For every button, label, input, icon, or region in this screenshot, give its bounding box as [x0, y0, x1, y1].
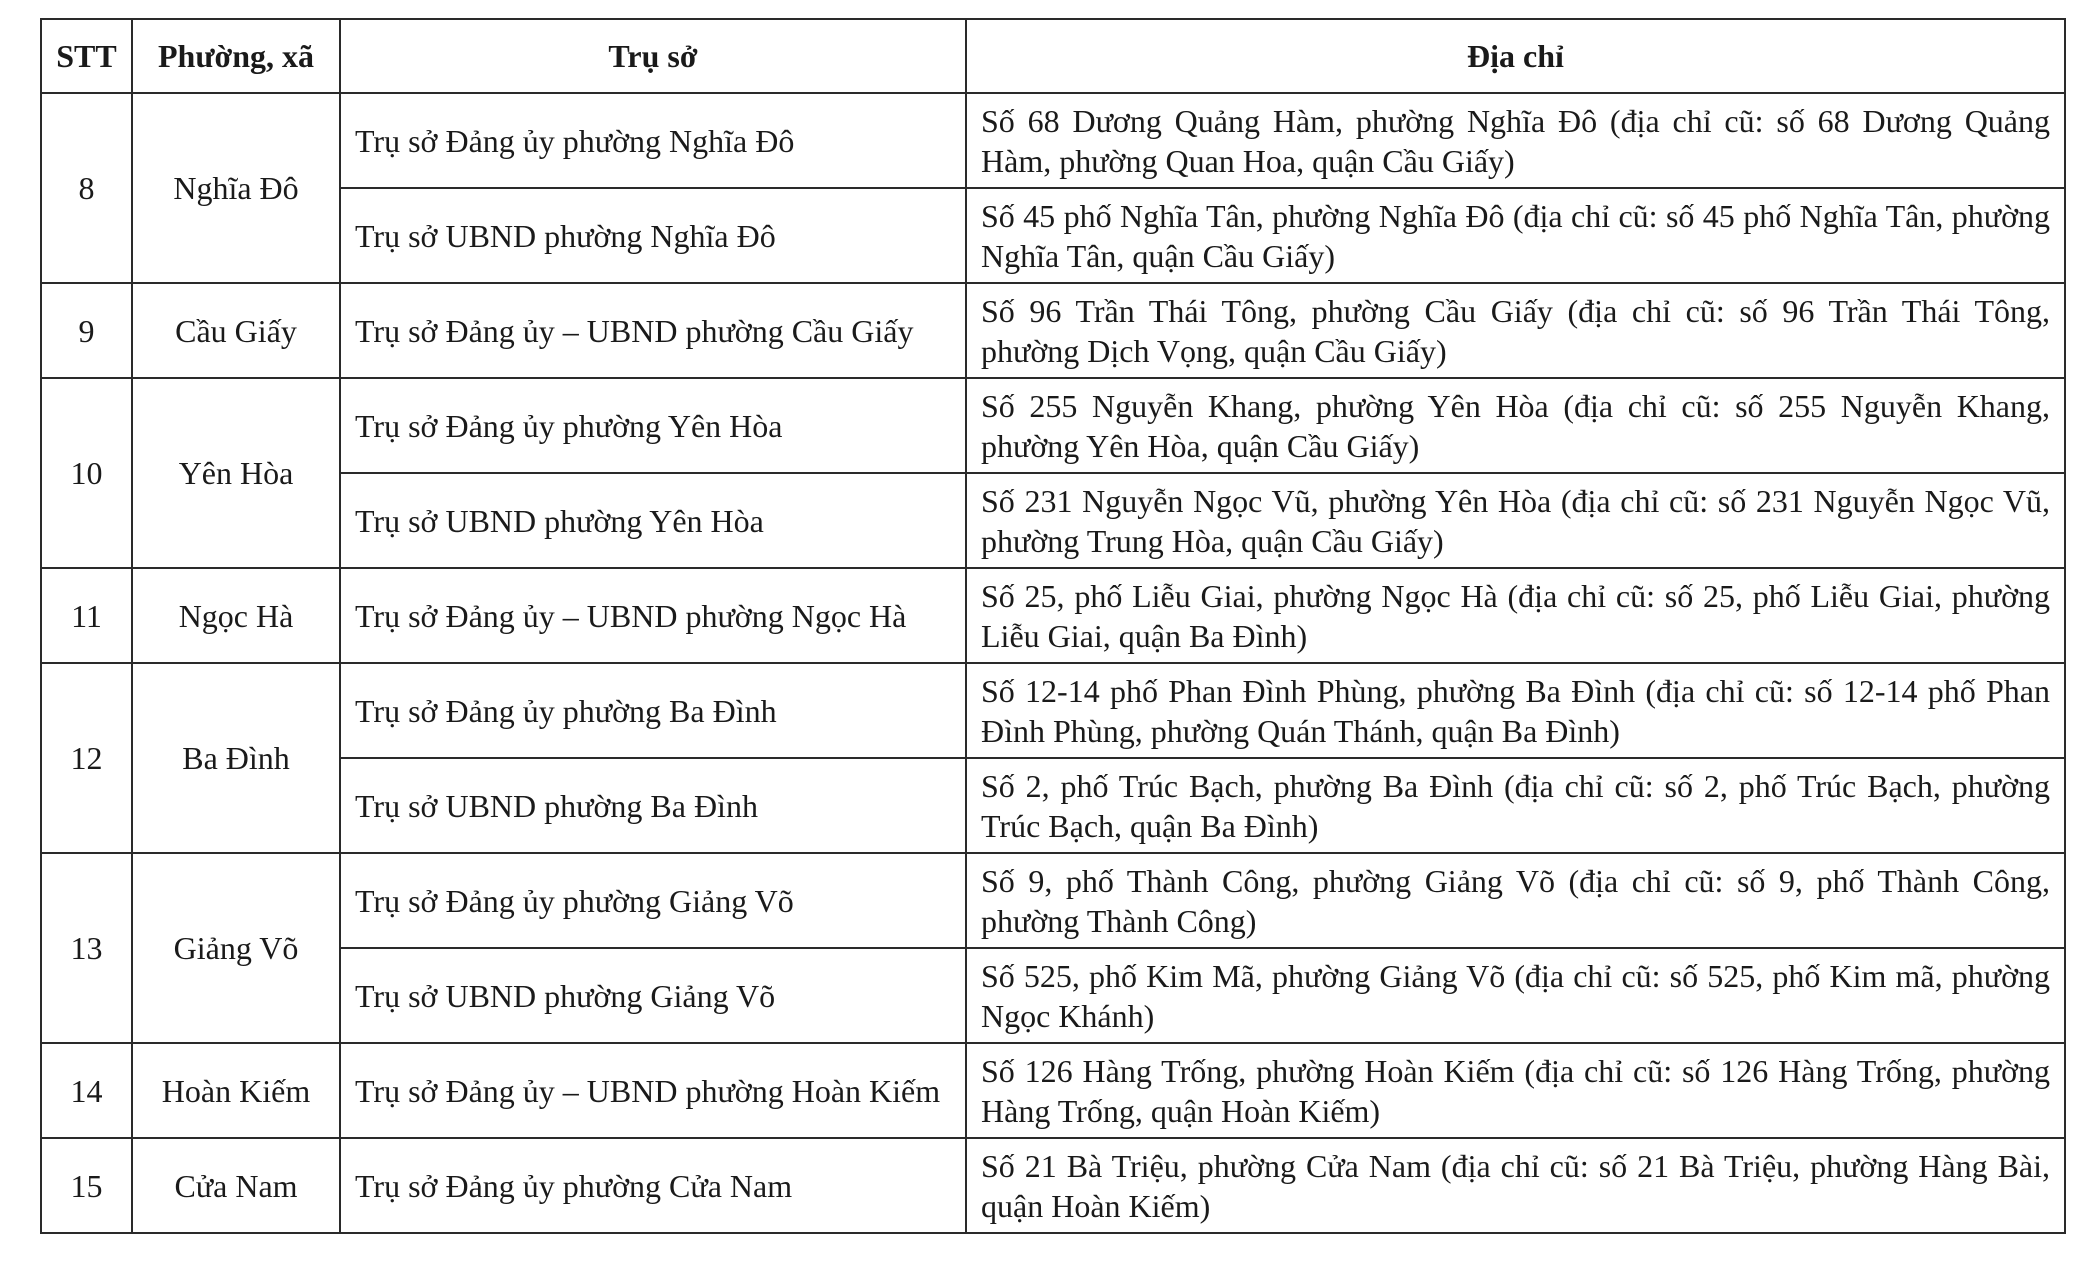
row-address: Số 2, phố Trúc Bạch, phường Ba Đình (địa chỉ cũ: số 2, phố Trúc Bạch, phường Trúc Bạch, quận Ba Đình) [966, 758, 2065, 853]
table-row [41, 93, 2065, 188]
table-row [41, 663, 2065, 758]
table-row [41, 1138, 2065, 1233]
row-stt: 9 [41, 283, 132, 378]
table-header-row [41, 19, 2065, 93]
table-row [41, 758, 2065, 853]
table-row [41, 283, 2065, 378]
row-ward: Nghĩa Đô [132, 93, 340, 283]
row-address: Số 255 Nguyễn Khang, phường Yên Hòa (địa chỉ cũ: số 255 Nguyễn Khang, phường Yên Hòa, quận Cầu Giấy) [966, 378, 2065, 473]
row-office: Trụ sở UBND phường Yên Hòa [340, 473, 966, 568]
row-office: Trụ sở Đảng ủy – UBND phường Hoàn Kiếm [340, 1043, 966, 1138]
row-address: Số 96 Trần Thái Tông, phường Cầu Giấy (địa chỉ cũ: số 96 Trần Thái Tông, phường Dịch Vọng, quận Cầu Giấy) [966, 283, 2065, 378]
row-address: Số 525, phố Kim Mã, phường Giảng Võ (địa chỉ cũ: số 525, phố Kim mã, phường Ngọc Khánh) [966, 948, 2065, 1043]
row-office: Trụ sở Đảng ủy phường Yên Hòa [340, 378, 966, 473]
row-address: Số 12-14 phố Phan Đình Phùng, phường Ba Đình (địa chỉ cũ: số 12-14 phố Phan Đình Phùng, phường Quán Thánh, quận Ba Đình) [966, 663, 2065, 758]
row-office: Trụ sở Đảng ủy – UBND phường Ngọc Hà [340, 568, 966, 663]
row-office: Trụ sở Đảng ủy phường Ba Đình [340, 663, 966, 758]
table-row [41, 568, 2065, 663]
table-row [41, 473, 2065, 568]
row-ward: Yên Hòa [132, 378, 340, 568]
row-stt: 12 [41, 663, 132, 853]
table-row [41, 853, 2065, 948]
row-stt: 10 [41, 378, 132, 568]
row-stt: 8 [41, 93, 132, 283]
row-stt: 15 [41, 1138, 132, 1233]
row-address: Số 21 Bà Triệu, phường Cửa Nam (địa chỉ cũ: số 21 Bà Triệu, phường Hàng Bài, quận Hoàn Kiếm) [966, 1138, 2065, 1233]
row-address: Số 9, phố Thành Công, phường Giảng Võ (địa chỉ cũ: số 9, phố Thành Công, phường Thành Công) [966, 853, 2065, 948]
column-header-stt: STT [41, 19, 132, 93]
ward-office-table [40, 18, 2066, 1234]
row-ward: Giảng Võ [132, 853, 340, 1043]
row-stt: 13 [41, 853, 132, 1043]
row-address: Số 25, phố Liễu Giai, phường Ngọc Hà (địa chỉ cũ: số 25, phố Liễu Giai, phường Liễu Giai, quận Ba Đình) [966, 568, 2065, 663]
row-stt: 11 [41, 568, 132, 663]
row-ward: Ngọc Hà [132, 568, 340, 663]
document-page [40, 18, 2066, 1234]
row-office: Trụ sở Đảng ủy – UBND phường Cầu Giấy [340, 283, 966, 378]
row-ward: Ba Đình [132, 663, 340, 853]
row-address: Số 45 phố Nghĩa Tân, phường Nghĩa Đô (địa chỉ cũ: số 45 phố Nghĩa Tân, phường Nghĩa Tân, quận Cầu Giấy) [966, 188, 2065, 283]
row-office: Trụ sở Đảng ủy phường Nghĩa Đô [340, 93, 966, 188]
table-row [41, 1043, 2065, 1138]
row-address: Số 126 Hàng Trống, phường Hoàn Kiếm (địa chỉ cũ: số 126 Hàng Trống, phường Hàng Trống, quận Hoàn Kiếm) [966, 1043, 2065, 1138]
row-ward: Hoàn Kiếm [132, 1043, 340, 1138]
table-row [41, 378, 2065, 473]
row-ward: Cầu Giấy [132, 283, 340, 378]
row-office: Trụ sở UBND phường Nghĩa Đô [340, 188, 966, 283]
row-office: Trụ sở UBND phường Giảng Võ [340, 948, 966, 1043]
table-row [41, 188, 2065, 283]
row-office: Trụ sở UBND phường Ba Đình [340, 758, 966, 853]
row-address: Số 231 Nguyễn Ngọc Vũ, phường Yên Hòa (địa chỉ cũ: số 231 Nguyễn Ngọc Vũ, phường Trung Hòa, quận Cầu Giấy) [966, 473, 2065, 568]
column-header-ward: Phường, xã [132, 19, 340, 93]
column-header-office: Trụ sở [340, 19, 966, 93]
row-office: Trụ sở Đảng ủy phường Giảng Võ [340, 853, 966, 948]
row-stt: 14 [41, 1043, 132, 1138]
row-office: Trụ sở Đảng ủy phường Cửa Nam [340, 1138, 966, 1233]
column-header-address: Địa chỉ [966, 19, 2065, 93]
row-address: Số 68 Dương Quảng Hàm, phường Nghĩa Đô (địa chỉ cũ: số 68 Dương Quảng Hàm, phường Quan Hoa, quận Cầu Giấy) [966, 93, 2065, 188]
table-row [41, 948, 2065, 1043]
row-ward: Cửa Nam [132, 1138, 340, 1233]
